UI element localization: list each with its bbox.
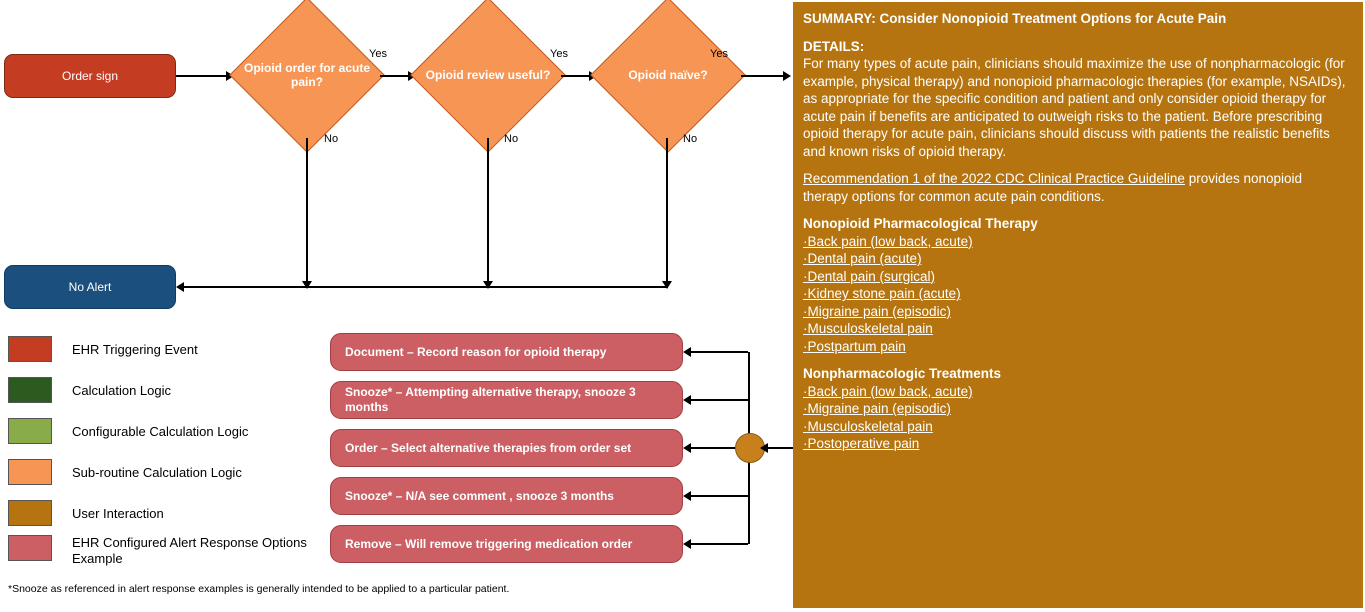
edge-d1-no-arrow [302, 281, 312, 289]
spacer-4 [803, 355, 1349, 365]
nonpharm-link-3[interactable]: ·Postoperative pain [803, 436, 920, 451]
response-option-snooze-na-label: Snooze* – N/A see comment , snooze 3 months [345, 488, 614, 503]
spacer-2 [803, 160, 1349, 170]
recommendation-rest: provides nonopioid therapy options for common acute pain conditions. [803, 171, 1303, 204]
legend-label-3: Sub-routine Calculation Logic [72, 465, 242, 480]
details-label: DETAILS: [803, 38, 865, 54]
response-connector-1-arrow [683, 395, 691, 405]
nonopioid-link-6[interactable]: ·Postpartum pain [803, 338, 906, 354]
edge-panel-to-junction [765, 447, 793, 449]
nonpharm-link-0[interactable]: ·Back pain (low back, acute) [803, 383, 973, 399]
legend-label-1: Calculation Logic [72, 383, 172, 398]
node-decision-opioid-order[interactable] [234, 12, 380, 138]
node-decision-opioid-review-label: Opioid review useful? [425, 68, 551, 82]
edge-d3-to-panel [741, 75, 789, 77]
response-connector-2-arrow [683, 443, 691, 453]
edge-panel-to-junction-arrow [760, 443, 768, 453]
edge-d3-to-panel-arrow [783, 71, 791, 81]
spacer-1 [803, 28, 1349, 38]
response-connector-0-arrow [683, 347, 691, 357]
node-order-sign[interactable] [4, 54, 176, 98]
summary-label: SUMMARY: [803, 11, 876, 26]
details-text: For many types of acute pain, clinicians should maximize the use of nonpharmacologic (for example, physical therapy) and nonopioid pharmacologic therapies (for example, NSAIDs), as appropriate for the specific condition and patient and only consider opioid therapy for acute pain if benefits are anticipated to outweigh risks to the patient. Before prescribing opioid therapy for acute pain, clinicians should discuss with patients the realistic benefits and known risks of opioid therapy. [803, 56, 1346, 159]
spacer-3 [803, 205, 1349, 215]
recommendation-link[interactable]: Recommendation 1 of the 2022 CDC Clinical Practice Guideline [803, 171, 1185, 186]
response-option-snooze-alt-label: Snooze* – Attempting alternative therapy, snooze 3 months [345, 385, 636, 414]
response-connector-4-arrow [683, 539, 691, 549]
response-option-snooze-na[interactable] [330, 477, 683, 515]
nonpharm-link-2[interactable]: ·Musculoskeletal pain [803, 418, 933, 434]
nonopioid-link-list [803, 233, 1349, 356]
edge-label-d3-no: No [683, 133, 698, 145]
legend-label-4: User Interaction [72, 506, 164, 521]
edge-d2-no-vertical [487, 138, 489, 286]
edge-d1-no-vertical [306, 138, 308, 286]
response-connector-4 [690, 543, 748, 545]
edge-d3-no-arrow [662, 281, 672, 289]
nonopioid-link-0[interactable]: ·Back pain (low back, acute) [803, 233, 973, 249]
nonopioid-link-4[interactable]: ·Migraine pain (episodic) [803, 303, 951, 319]
response-option-snooze-alt[interactable] [330, 381, 683, 419]
response-option-order-label: Order – Select alternative therapies from order set [345, 440, 632, 455]
node-order-sign-label: Order sign [61, 69, 119, 83]
legend-label-2: Configurable Calculation Logic [72, 424, 249, 439]
legend-label-0: EHR Triggering Event [72, 342, 198, 357]
edge-d3-no-vertical [666, 138, 668, 286]
legend-swatch-3 [8, 459, 52, 485]
legend-swatch-5 [8, 535, 52, 561]
legend-swatch-0 [8, 336, 52, 362]
nonopioid-link-1[interactable]: ·Dental pain (acute) [803, 251, 922, 266]
edge-d2-no-arrow [483, 281, 493, 289]
node-decision-opioid-review[interactable] [415, 12, 561, 138]
edge-label-d2-yes: Yes [550, 48, 568, 60]
footnote-text: *Snooze as referenced in alert response examples is generally intended to be applied to a particular patient. [8, 583, 510, 595]
edge-label-d3-yes: Yes [710, 48, 728, 60]
summary-panel-content [793, 2, 1363, 608]
nonopioid-link-2[interactable]: ·Dental pain (surgical) [803, 268, 936, 284]
response-option-remove[interactable] [330, 525, 683, 563]
nonpharm-link-1[interactable]: ·Migraine pain (episodic) [803, 401, 951, 416]
response-option-document-label: Document – Record reason for opioid therapy [345, 344, 607, 359]
legend-swatch-2 [8, 418, 52, 444]
nonopioid-link-3[interactable]: ·Kidney stone pain (acute) [803, 286, 961, 301]
response-option-document[interactable] [330, 333, 683, 371]
node-decision-opioid-naive-label: Opioid naïve? [628, 68, 708, 82]
edge-label-d2-no: No [504, 133, 519, 145]
recommendation-paragraph [803, 170, 1349, 205]
node-no-alert[interactable] [4, 265, 176, 309]
node-decision-opioid-order-label: Opioid order for acute pain? [243, 61, 370, 89]
summary-line [803, 10, 1349, 28]
response-connector-2 [690, 447, 740, 449]
response-option-order[interactable] [330, 429, 683, 467]
nonpharm-link-list [803, 383, 1349, 453]
edge-to-no-alert-arrow [176, 282, 184, 292]
edge-start-to-d1 [176, 75, 228, 77]
legend-swatch-4 [8, 500, 52, 526]
response-connector-0 [690, 351, 748, 353]
summary-text: Consider Nonopioid Treatment Options for Acute Pain [879, 11, 1227, 26]
response-connector-3-arrow [683, 491, 691, 501]
nonpharm-heading: Nonpharmacologic Treatments [803, 366, 1002, 381]
node-no-alert-label: No Alert [68, 280, 112, 294]
nonopioid-link-5[interactable]: ·Musculoskeletal pain [803, 321, 933, 336]
nonopioid-heading: Nonopioid Pharmacological Therapy [803, 216, 1038, 231]
response-connector-3 [690, 495, 748, 497]
response-option-remove-label: Remove – Will remove triggering medication order [345, 536, 633, 551]
edge-label-d1-no: No [324, 133, 339, 145]
edge-to-no-alert [184, 286, 668, 288]
legend-swatch-1 [8, 377, 52, 403]
legend-label-5: EHR Configured Alert Response Options Example [72, 535, 307, 566]
edge-label-d1-yes: Yes [369, 48, 387, 60]
summary-panel [793, 2, 1363, 608]
node-decision-opioid-naive[interactable] [595, 12, 741, 138]
response-connector-1 [690, 399, 748, 401]
